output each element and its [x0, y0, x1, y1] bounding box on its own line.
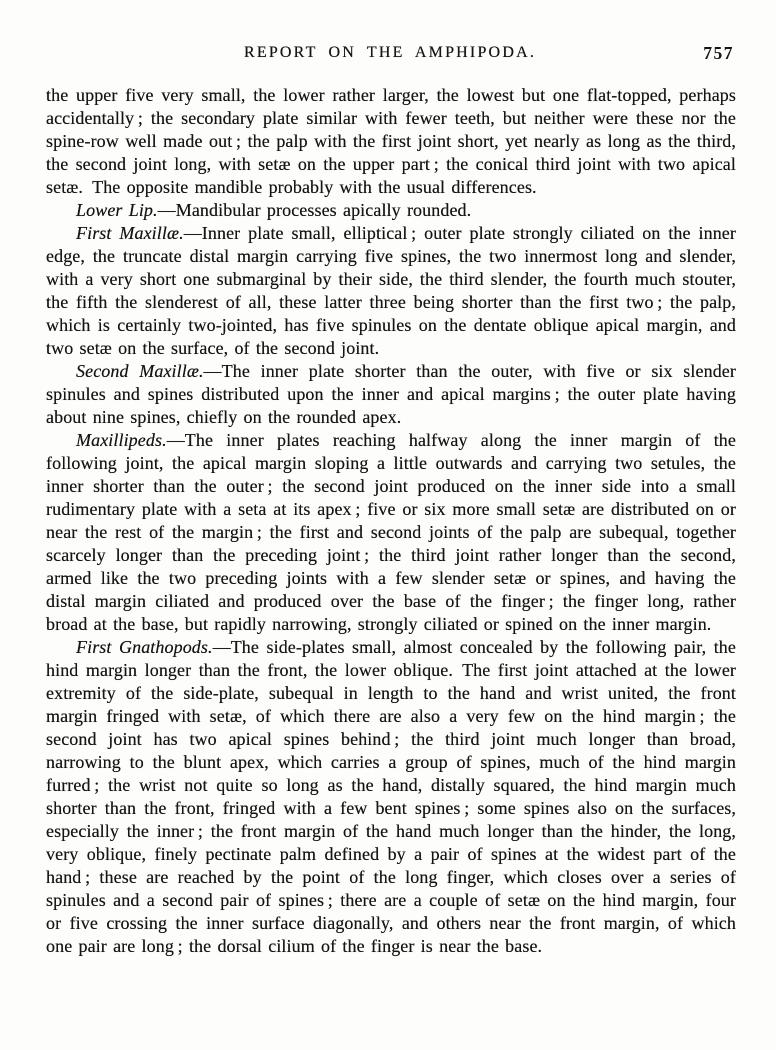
paragraph-lead: Second Maxillæ. — [76, 361, 204, 381]
paragraph-lead: First Maxillæ. — [76, 223, 184, 243]
paragraph-maxillipeds — [46, 429, 736, 636]
paragraph-first-maxillae — [46, 222, 736, 360]
paragraph-text: the upper five very small, the lower rather larger, the lowest but one flat-topped, perhaps accidentally ; the secondary plate similar with fewer teeth, but neither were these nor the spine-row well made out ; the palp with the first joint short, yet nearly as long as the third, the second joint long, with setæ on the upper part ; the conical third joint with two apical setæ. The opposite mandible probably with the usual differences. — [46, 85, 736, 197]
paragraph-continuation — [46, 84, 736, 199]
paragraph-text: —Inner plate small, elliptical ; outer plate strongly ciliated on the inner edge, the truncate distal margin carrying five spines, the two innermost long and slender, with a very short one submarginal by their side, the third slender, the fourth much stouter, the fifth the slenderest of all, these latter three being shorter than the first two ; the palp, which is certainly two-jointed, has five spinules on the dentate oblique apical margin, and two setæ on the surface, of the second joint. — [46, 223, 736, 358]
paragraph-first-gnathopods — [46, 636, 736, 958]
page-body — [46, 84, 736, 958]
paragraph-lead: Lower Lip. — [76, 200, 158, 220]
paragraph-lower-lip — [46, 199, 736, 222]
paragraph-text: —The inner plate shorter than the outer, with five or six slender spinules and spines distributed upon the inner and apical margins ; the outer plate having about nine spines, chiefly on the rounded apex. — [46, 361, 736, 427]
paragraph-second-maxillae — [46, 360, 736, 429]
page-number: 757 — [703, 43, 734, 63]
paragraph-lead: First Gnathopods. — [76, 637, 213, 657]
paragraph-text: —Mandibular processes apically rounded. — [157, 200, 472, 220]
page-header — [46, 44, 734, 66]
paragraph-text: —The inner plates reaching halfway along the inner margin of the following joint, the apical margin sloping a little outwards and carrying two setules, the inner shorter than the outer ; the second joint produced on the inner side into a small rudimentary plate with a seta at its apex ; five or six more small setæ are distributed on or near the rest of the margin ; the first and second joints of the palp are subequal, together scarcely longer than the preceding joint ; the third joint rather longer than the second, armed like the two preceding joints with a few slender setæ or spines, and having the distal margin ciliated and produced over the base of the finger ; the finger long, rather broad at the base, but rapidly narrowing, strongly ciliated or spined on the inner margin. — [46, 430, 736, 634]
paragraph-lead: Maxillipeds. — [76, 430, 167, 450]
running-title: REPORT ON THE AMPHIPODA. — [243, 44, 537, 61]
paragraph-text: —The side-plates small, almost concealed by the following pair, the hind margin longer than the front, the lower oblique. The first joint attached at the lower extremity of the side-plate, subequal in length to the hand and wrist united, the front margin fringed with setæ, of which there are also a very few on the hind margin ; the second joint has two apical spines behind ; the third joint much longer than broad, narrowing to the blunt apex, which carries a group of spines, much of the hind margin furred ; the wrist not quite so long as the hand, distally squared, the hind margin much shorter than the front, fringed with a few bent spines ; some spines also on the surfaces, especially the inner ; the front margin of the hand much longer than the hinder, the long, very oblique, finely pectinate palm defined by a pair of spines at the widest part of the hand ; these are reached by the point of the long finger, which closes over a series of spinules and a second pair of spines ; there are a couple of setæ on the hind margin, four or five crossing the inner surface diagonally, and others near the front margin, of which one pair are long ; the dorsal cilium of the finger is near the base. — [46, 637, 736, 956]
